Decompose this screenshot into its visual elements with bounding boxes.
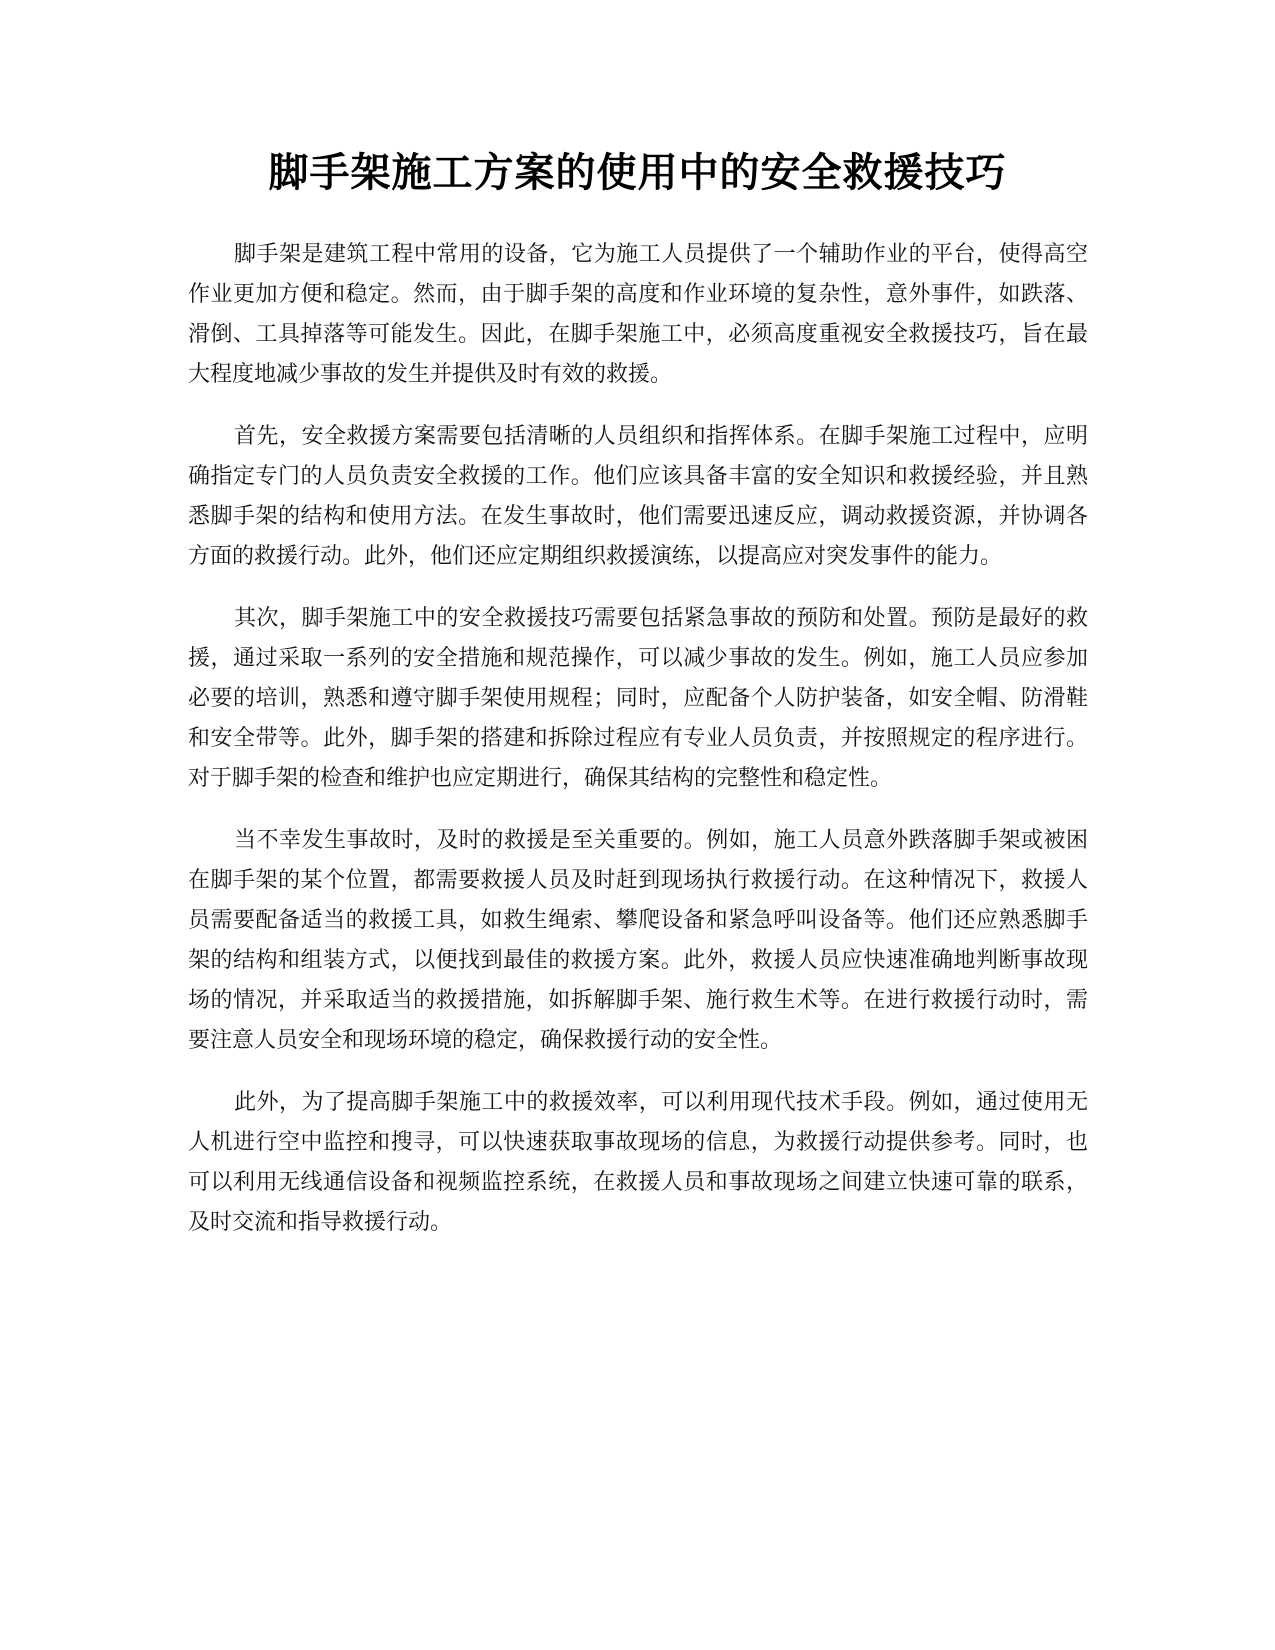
paragraph-3: 其次，脚手架施工中的安全救援技巧需要包括紧急事故的预防和处置。预防是最好的救援，通过采取一系列的安全措施和规范操作，可以减少事故的发生。例如，施工人员应参加必要的培训，熟悉和遵守脚手架使用规程；同时，应配备个人防护装备，如安全帽、防滑鞋和安全带等。此外，脚手架的搭建和拆除过程应有专业人员负责，并按照规定的程序进行。对于脚手架的检查和维护也应定期进行，确保其结构的完整性和稳定性。 (188, 606, 1088, 791)
document-body (188, 235, 1088, 1265)
paragraph-4: 当不幸发生事故时，及时的救援是至关重要的。例如，施工人员意外跌落脚手架或被困在脚手架的某个位置，都需要救援人员及时赶到现场执行救援行动。在这种情况下，救援人员需要配备适当的救援工具，如救生绳索、攀爬设备和紧急呼叫设备等。他们还应熟悉脚手架的结构和组装方式，以便找到最佳的救援方案。此外，救援人员应快速准确地判断事故现场的情况，并采取适当的救援措施，如拆解脚手架、施行救生术等。在进行救援行动时，需要注意人员安全和现场环境的稳定，确保救援行动的安全性。 (188, 828, 1088, 1053)
document-title: 脚手架施工方案的使用中的安全救援技巧 (268, 150, 1007, 196)
paragraph-1: 脚手架是建筑工程中常用的设备，它为施工人员提供了一个辅助作业的平台，使得高空作业更加方便和稳定。然而，由于脚手架的高度和作业环境的复杂性，意外事件，如跌落、滑倒、工具掉落等可能发生。因此，在脚手架施工中，必须高度重视安全救援技巧，旨在最大程度地减少事故的发生并提供及时有效的救援。 (188, 242, 1088, 387)
paragraph-5: 此外，为了提高脚手架施工中的救援效率，可以利用现代技术手段。例如，通过使用无人机进行空中监控和搜寻，可以快速获取事故现场的信息，为救援行动提供参考。同时，也可以利用无线通信设备和视频监控系统，在救援人员和事故现场之间建立快速可靠的联系，及时交流和指导救援行动。 (188, 1090, 1088, 1235)
paragraph-2: 首先，安全救援方案需要包括清晰的人员组织和指挥体系。在脚手架施工过程中，应明确指定专门的人员负责安全救援的工作。他们应该具备丰富的安全知识和救援经验，并且熟悉脚手架的结构和使用方法。在发生事故时，他们需要迅速反应，调动救援资源，并协调各方面的救援行动。此外，他们还应定期组织救援演练，以提高应对突发事件的能力。 (188, 424, 1088, 569)
